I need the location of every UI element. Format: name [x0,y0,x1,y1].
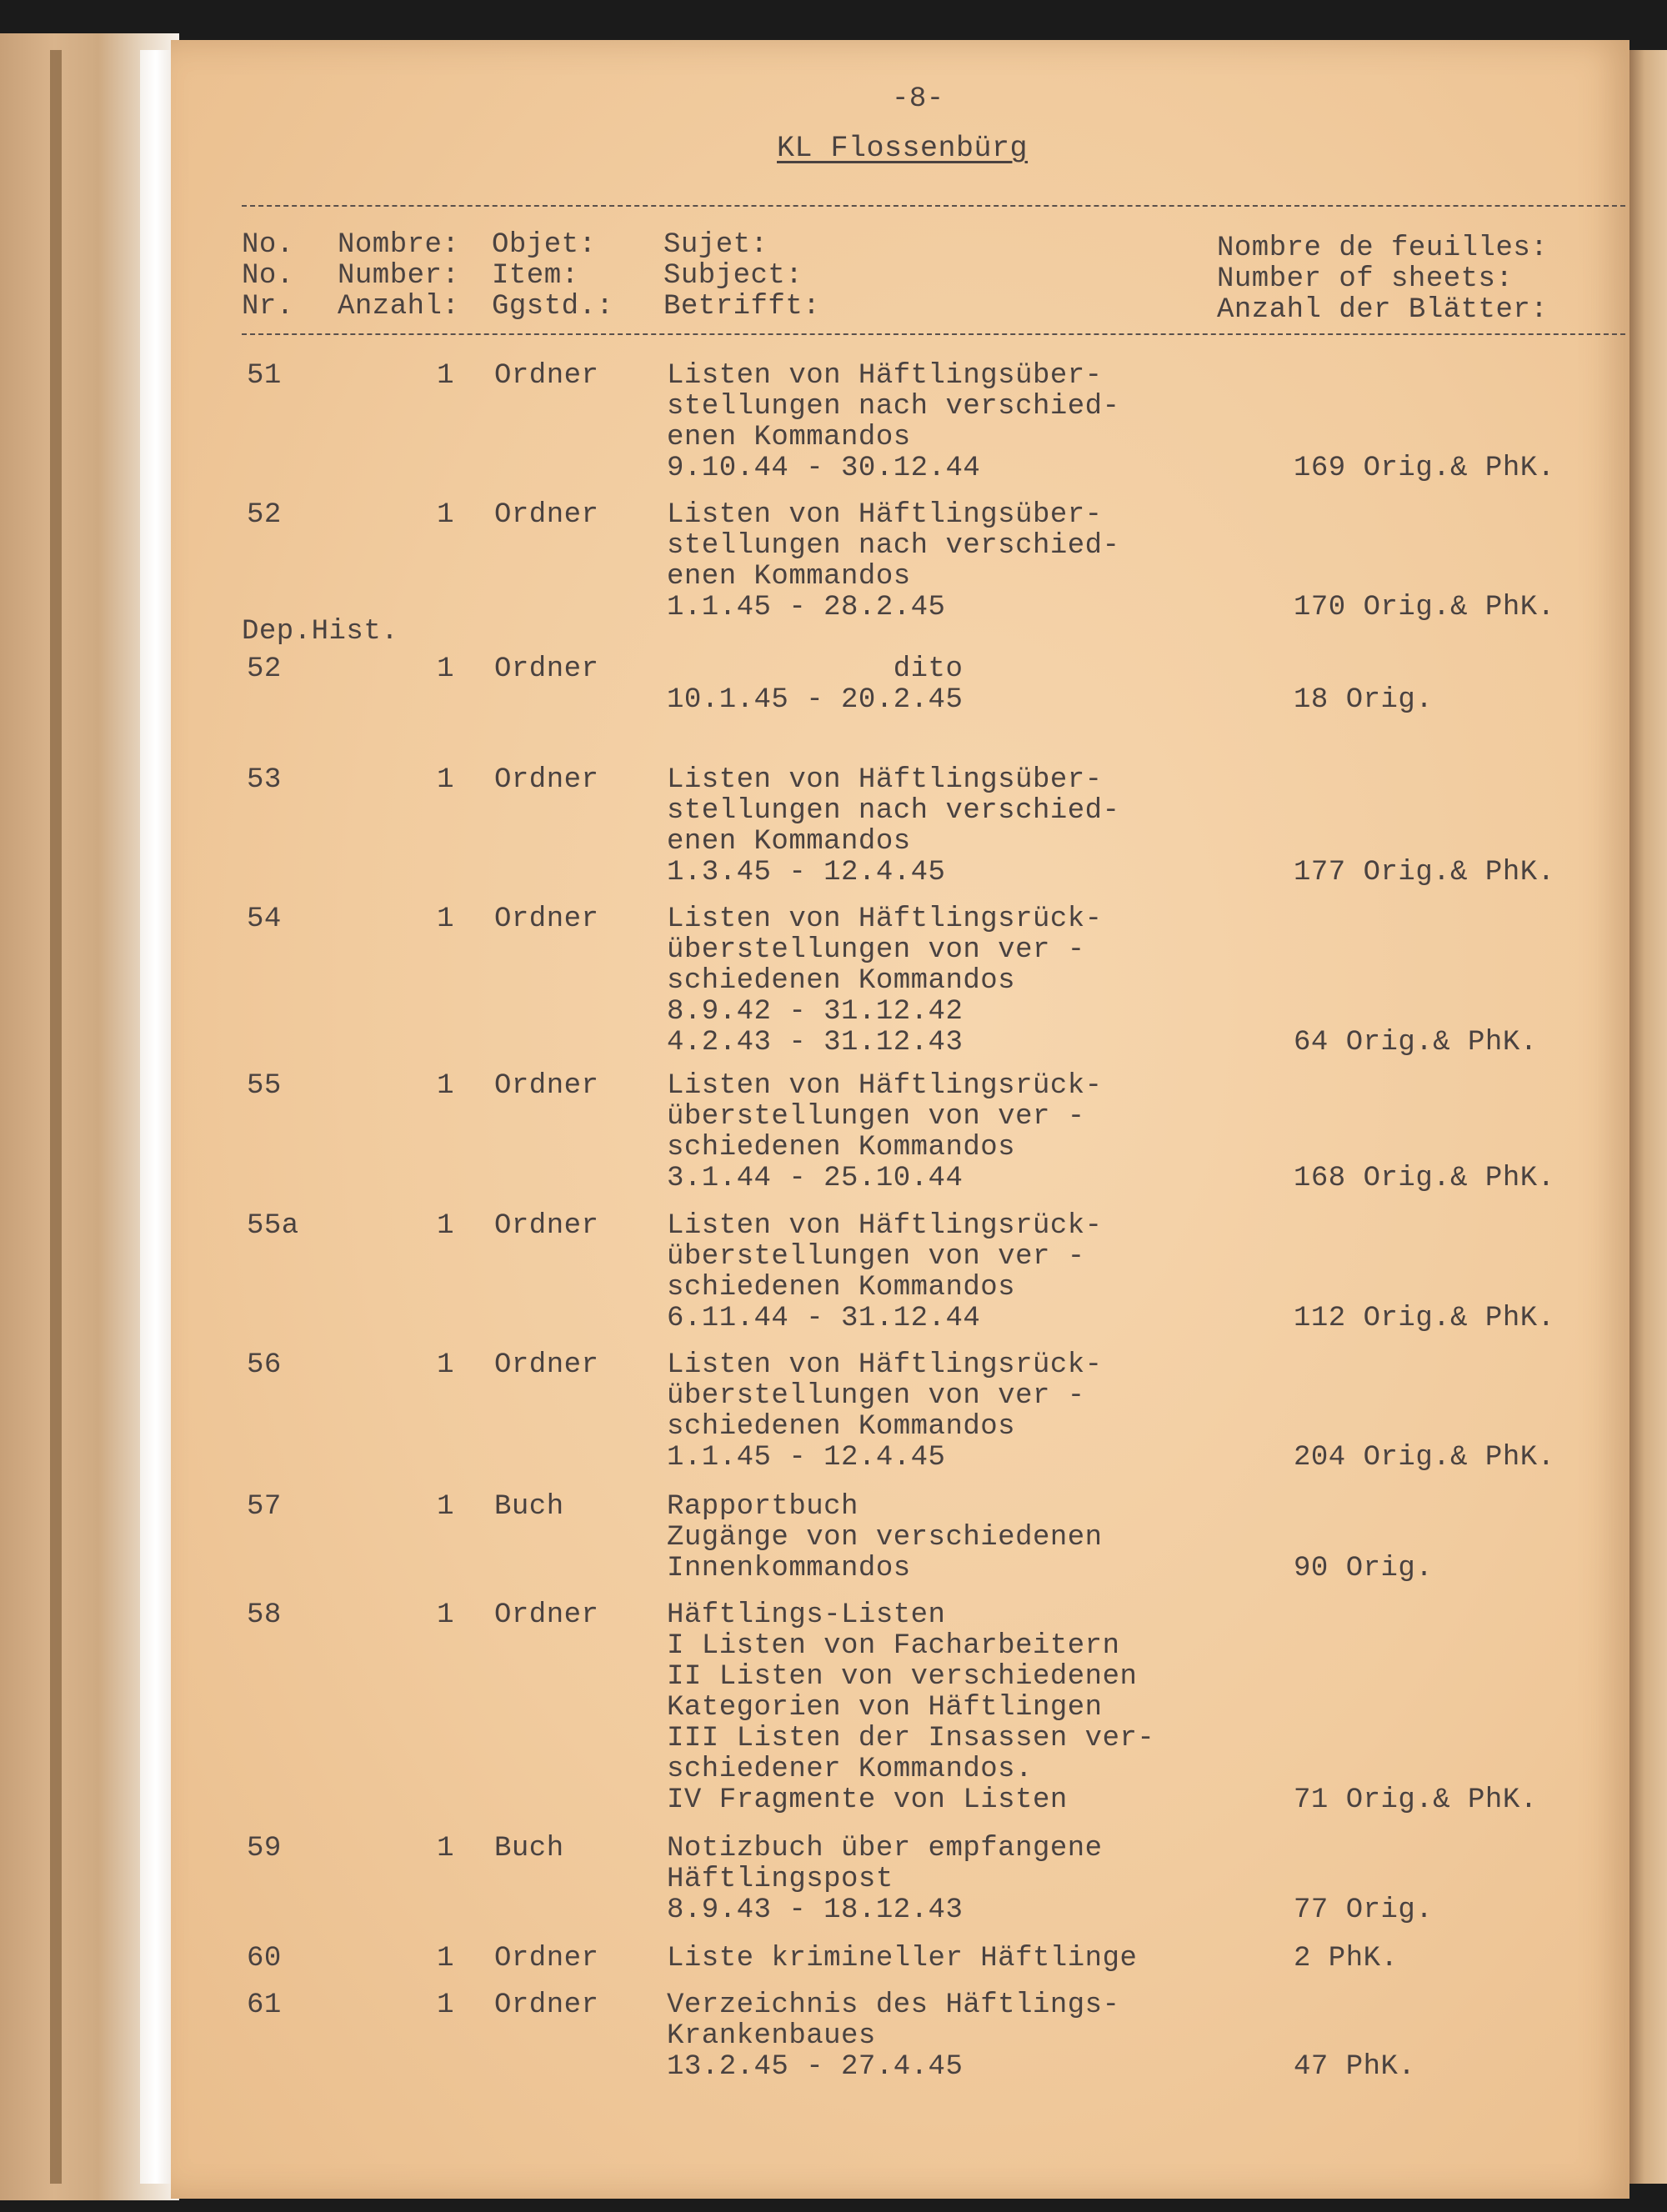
entry-subject-line: 8.9.43 - 18.12.43 [667,1894,964,1926]
entry-subject-line: schiedenen Kommandos [667,1411,1016,1443]
entry-number: 61 [247,1989,282,2021]
entry-prefix: Dep.Hist. [242,616,399,648]
entry-item: Ordner [494,1599,599,1631]
entry-subject-line: schiedenen Kommandos [667,1272,1016,1304]
header-subject-en: Subject: [663,260,803,292]
entry-item: Ordner [494,1210,599,1242]
entry-item: Ordner [494,653,599,685]
entry-sheets: 170 Orig.& PhK. [1294,592,1555,623]
entry-number: 57 [247,1491,282,1523]
entry-item: Buch [494,1491,564,1523]
entry-subject-line: Listen von Häftlingsüber- [667,499,1103,531]
entry-count: 1 [437,1943,454,1974]
entry-count: 1 [437,1210,454,1242]
entry-number: 53 [247,764,282,796]
entry-subject-line: 9.10.44 - 30.12.44 [667,453,981,484]
entry-sheets: 64 Orig.& PhK. [1294,1027,1538,1058]
entry-sheets: 2 PhK. [1294,1943,1399,1974]
entry-subject-line: Listen von Häftlingsrück- [667,1210,1103,1242]
entry-item: Ordner [494,903,599,935]
entry-subject-line: Verzeichnis des Häftlings- [667,1989,1120,2021]
header-item-de: Ggstd.: [492,291,614,323]
entry-item: Ordner [494,499,599,531]
entry-count: 1 [437,653,454,685]
entry-item: Ordner [494,1943,599,1974]
entry-subject-line: enen Kommandos [667,561,911,593]
header-no-de: Nr. [242,291,294,323]
entry-count: 1 [437,360,454,392]
entry-subject-line: Häftlings-Listen [667,1599,946,1631]
entry-sheets: 47 PhK. [1294,2051,1416,2083]
entry-sheets: 168 Orig.& PhK. [1294,1163,1555,1194]
entry-subject-line: enen Kommandos [667,422,911,453]
entry-subject-line: stellungen nach verschied- [667,391,1120,423]
entry-subject-line: Innenkommandos [667,1553,911,1584]
entry-subject-line: Notizbuch über empfangene [667,1833,1103,1864]
entry-subject-line: II Listen von verschiedenen [667,1661,1138,1693]
entry-number: 54 [247,903,282,935]
entry-subject-line: stellungen nach verschied- [667,795,1120,827]
entry-count: 1 [437,764,454,796]
entry-number: 51 [247,360,282,392]
entry-subject-line: überstellungen von ver - [667,934,1085,966]
entry-subject-line: 1.1.45 - 28.2.45 [667,592,946,623]
entry-number: 56 [247,1349,282,1381]
header-no-en-fr: No. [242,229,294,261]
entry-subject-line: enen Kommandos [667,826,911,858]
entry-subject-line: dito [667,653,964,685]
entry-subject-line: 3.1.44 - 25.10.44 [667,1163,964,1194]
entry-subject-line: stellungen nach verschied- [667,530,1120,562]
header-subject-de: Betrifft: [663,291,821,323]
entry-number: 60 [247,1943,282,1974]
entry-subject-line: 10.1.45 - 20.2.45 [667,684,964,716]
entry-subject-line: überstellungen von ver - [667,1380,1085,1412]
entry-number: 58 [247,1599,282,1631]
header-count-de: Anzahl: [338,291,460,323]
entry-count: 1 [437,903,454,935]
entry-sheets: 169 Orig.& PhK. [1294,453,1555,484]
entry-subject-line: I Listen von Facharbeitern [667,1630,1120,1662]
entry-subject-line: überstellungen von ver - [667,1241,1085,1273]
entry-subject-line: 8.9.42 - 31.12.42 [667,996,964,1028]
entry-item: Ordner [494,1989,599,2021]
entry-count: 1 [437,1599,454,1631]
header-subject-fr: Sujet: [663,229,768,261]
entry-number: 52 [247,653,282,685]
entry-sheets: 18 Orig. [1294,684,1434,716]
entry-count: 1 [437,1833,454,1864]
entry-sheets: 112 Orig.& PhK. [1294,1303,1555,1334]
entry-subject-line: Rapportbuch [667,1491,859,1523]
entry-subject-line: Häftlingspost [667,1864,894,1895]
entry-sheets: 204 Orig.& PhK. [1294,1442,1555,1474]
header-no-en: No. [242,260,294,292]
entry-number: 55 [247,1070,282,1102]
entry-subject-line: Listen von Häftlingsrück- [667,903,1103,935]
entry-count: 1 [437,1989,454,2021]
header-count-en: Number: [338,260,460,292]
entry-item: Buch [494,1833,564,1864]
entry-item: Ordner [494,360,599,392]
header-item-fr: Objet: [492,229,597,261]
entry-subject-line: Zugänge von verschiedenen [667,1522,1103,1554]
entry-subject-line: überstellungen von ver - [667,1101,1085,1133]
entry-subject-line: Krankenbaues [667,2020,876,2052]
header-item-en: Item: [492,260,579,292]
entry-sheets: 71 Orig.& PhK. [1294,1784,1538,1816]
entry-subject-line: 6.11.44 - 31.12.44 [667,1303,981,1334]
header-sheets-en: Number of sheets: [1217,263,1514,295]
entry-count: 1 [437,1491,454,1523]
entry-number: 55a [247,1210,299,1242]
header-rule-bottom [242,333,1625,335]
page-number: -8- [892,83,944,115]
entry-item: Ordner [494,1349,599,1381]
entry-subject-line: Liste krimineller Häftlinge [667,1943,1138,1974]
page-title: KL Flossenbürg [777,132,1029,165]
header-sheets-fr: Nombre de feuilles: [1217,233,1549,264]
entry-subject-line: 1.3.45 - 12.4.45 [667,857,946,888]
header-rule-top [242,205,1625,207]
header-sheets-de: Anzahl der Blätter: [1217,294,1549,326]
entry-subject-line: 4.2.43 - 31.12.43 [667,1027,964,1058]
entry-subject-line: 1.1.45 - 12.4.45 [667,1442,946,1474]
entry-subject-line: Listen von Häftlingsüber- [667,764,1103,796]
entry-count: 1 [437,1349,454,1381]
entry-subject-line: III Listen der Insassen ver- [667,1723,1155,1754]
entry-subject-line: schiedenen Kommandos [667,1132,1016,1164]
entry-item: Ordner [494,1070,599,1102]
entry-subject-line: Listen von Häftlingsüber- [667,360,1103,392]
entry-count: 1 [437,499,454,531]
header-count-fr: Nombre: [338,229,460,261]
entry-item: Ordner [494,764,599,796]
entry-subject-line: Kategorien von Häftlingen [667,1692,1103,1724]
entry-subject-line: schiedenen Kommandos [667,965,1016,997]
entry-subject-line: Listen von Häftlingsrück- [667,1070,1103,1102]
entry-subject-line: 13.2.45 - 27.4.45 [667,2051,964,2083]
entry-sheets: 177 Orig.& PhK. [1294,857,1555,888]
entry-count: 1 [437,1070,454,1102]
entry-subject-line: IV Fragmente von Listen [667,1784,1068,1816]
entry-number: 59 [247,1833,282,1864]
entry-sheets: 77 Orig. [1294,1894,1434,1926]
entry-sheets: 90 Orig. [1294,1553,1434,1584]
entry-subject-line: schiedener Kommandos. [667,1754,1033,1785]
entry-number: 52 [247,499,282,531]
entry-subject-line: Listen von Häftlingsrück- [667,1349,1103,1381]
